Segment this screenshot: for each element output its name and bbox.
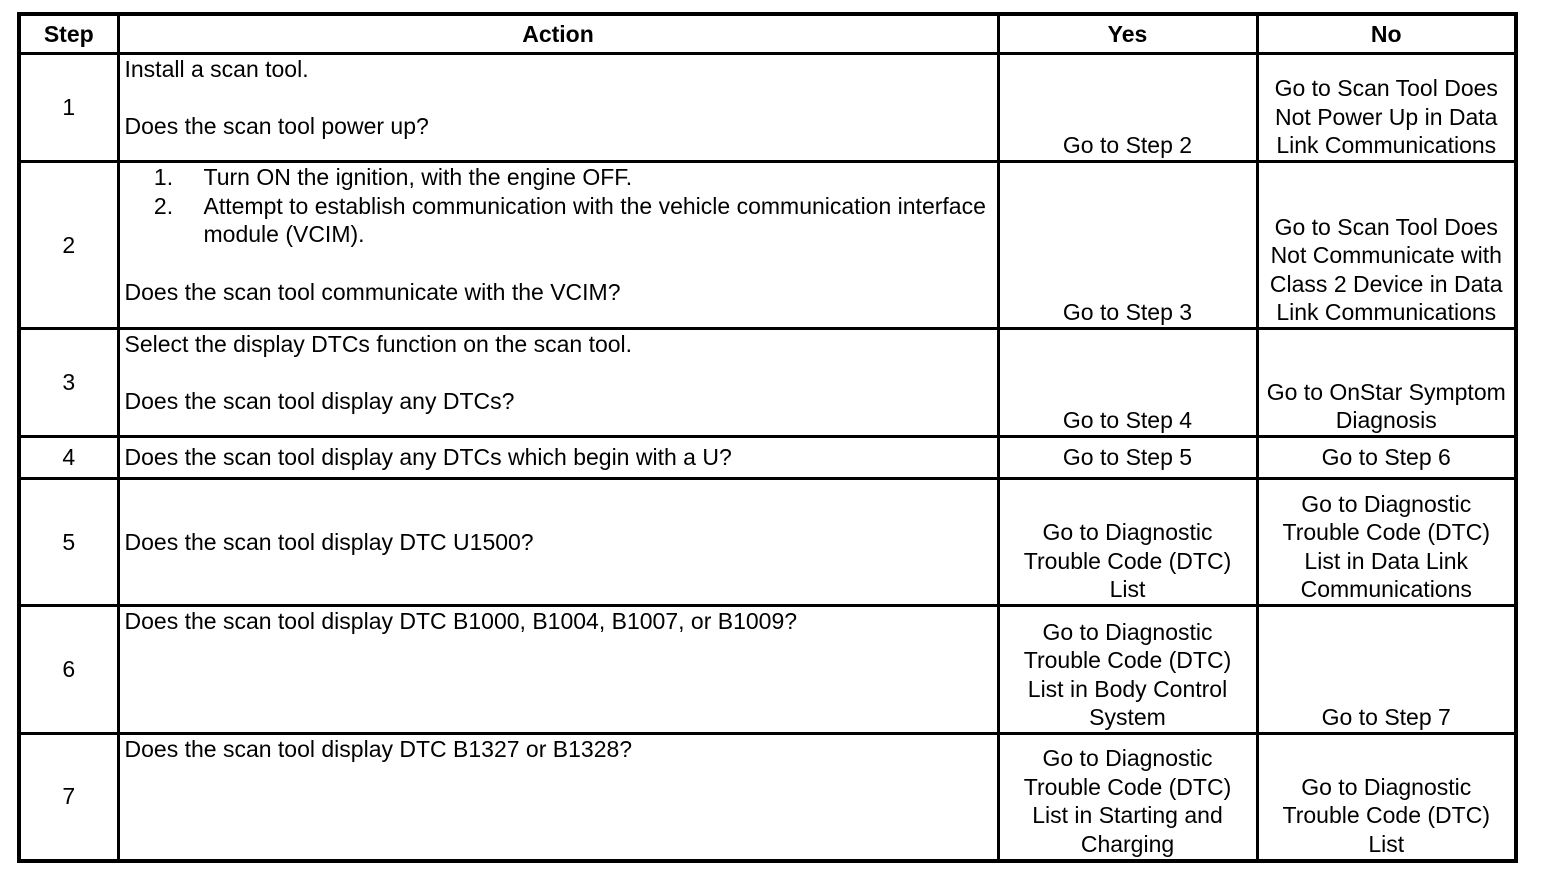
step-number: 3	[19, 329, 118, 437]
action-list	[125, 163, 992, 249]
table-row	[19, 734, 1516, 861]
action-instruction: Install a scan tool.	[124, 56, 309, 82]
yes-result: Go to Step 2	[998, 54, 1257, 162]
header-yes: Yes	[998, 14, 1257, 54]
yes-result: Go to Step 3	[998, 162, 1257, 329]
header-action: Action	[118, 14, 998, 54]
table-row	[19, 329, 1516, 437]
no-result: Go to OnStar Symptom Diagnosis	[1257, 329, 1516, 437]
yes-result: Go to Diagnostic Trouble Code (DTC) List in Body Control System	[998, 606, 1257, 734]
action-cell	[118, 329, 998, 437]
yes-result: Go to Diagnostic Trouble Code (DTC) List	[998, 479, 1257, 606]
action-question: Does the scan tool power up?	[124, 113, 429, 140]
action-question: Does the scan tool communicate with the VCIM?	[124, 279, 621, 306]
action-question: Does the scan tool display DTC U1500?	[118, 479, 998, 606]
no-result: Go to Scan Tool Does Not Power Up in Data Link Communications	[1257, 54, 1516, 162]
step-number: 5	[19, 479, 118, 606]
header-no: No	[1257, 14, 1516, 54]
action-question: Does the scan tool display DTC B1000, B1004, B1007, or B1009?	[118, 606, 998, 734]
table-row	[19, 606, 1516, 734]
table-row	[19, 162, 1516, 329]
no-result: Go to Step 7	[1257, 606, 1516, 734]
header-row	[19, 14, 1516, 54]
step-number: 7	[19, 734, 118, 861]
no-result: Go to Diagnostic Trouble Code (DTC) List	[1257, 734, 1516, 861]
header-step: Step	[19, 14, 118, 54]
table-row	[19, 437, 1516, 479]
step-number: 6	[19, 606, 118, 734]
action-cell	[118, 54, 998, 162]
diagnostic-table	[17, 12, 1518, 863]
action-instruction: Select the display DTCs function on the scan tool.	[124, 331, 633, 357]
table-row	[19, 54, 1516, 162]
action-question: Does the scan tool display DTC B1327 or B1328?	[118, 734, 998, 861]
step-number: 1	[19, 54, 118, 162]
no-result: Go to Scan Tool Does Not Communicate with Class 2 Device in Data Link Communications	[1257, 162, 1516, 329]
no-result: Go to Diagnostic Trouble Code (DTC) List in Data Link Communications	[1257, 479, 1516, 606]
action-list-item: 1. Turn ON the ignition, with the engine OFF.	[180, 163, 992, 192]
action-list-item: 2. Attempt to establish communication with the vehicle communication interface module (VCIM).	[180, 192, 992, 249]
action-question: Does the scan tool display any DTCs?	[124, 388, 515, 415]
yes-result: Go to Step 5	[998, 437, 1257, 479]
table-row	[19, 479, 1516, 606]
action-cell	[118, 162, 998, 329]
step-number: 2	[19, 162, 118, 329]
action-question: Does the scan tool display any DTCs which begin with a U?	[118, 437, 998, 479]
step-number: 4	[19, 437, 118, 479]
yes-result: Go to Step 4	[998, 329, 1257, 437]
yes-result: Go to Diagnostic Trouble Code (DTC) List in Starting and Charging	[998, 734, 1257, 861]
no-result: Go to Step 6	[1257, 437, 1516, 479]
